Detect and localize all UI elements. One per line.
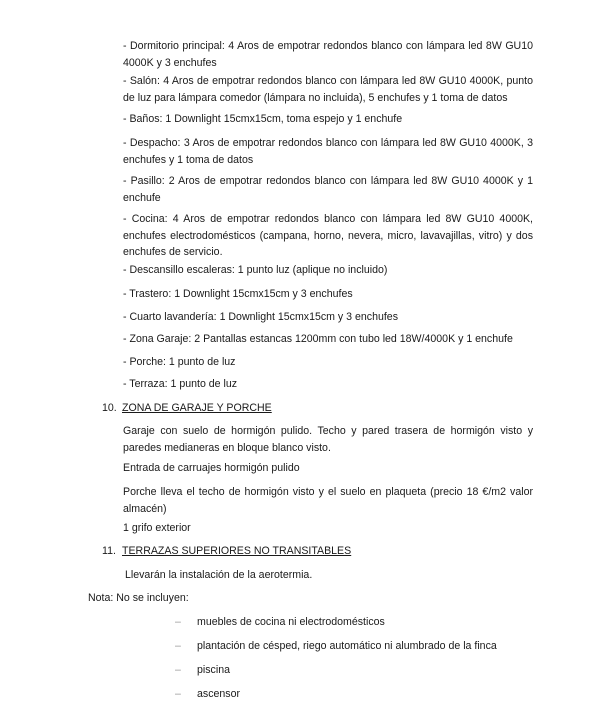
room-item-lavanderia: - Cuarto lavandería: 1 Downlight 15cmx15cm y 3 enchufes [123,311,398,323]
room-item-despacho: - Despacho: 3 Aros de empotrar redondos blanco con lámpara led 8W GU10 4000K, 3 enchufes y 1 toma de datos [123,137,533,166]
garaje-paragraph: Garaje con suelo de hormigón pulido. Techo y pared trasera de hormigón visto y paredes medianeras en bloque blanco visto. [123,425,533,454]
excluded-item-label: muebles de cocina ni electrodomésticos [197,616,385,628]
porche-paragraph: Porche lleva el techo de hormigón visto y el suelo en plaqueta (precio 18 €/m2 valor almacén) [123,486,533,515]
room-item-terraza: - Terraza: 1 punto de luz [123,378,238,390]
excluded-item [175,662,230,679]
section-title: TERRAZAS SUPERIORES NO TRANSITABLES [122,545,352,557]
grifo-paragraph: 1 grifo exterior [123,522,191,534]
room-item-trastero: - Trastero: 1 Downlight 15cmx15cm y 3 enchufes [123,288,353,300]
excluded-item [175,614,385,631]
aerotermia-paragraph: Llevarán la instalación de la aerotermia. [125,569,313,581]
carruajes-paragraph: Entrada de carruajes hormigón pulido [123,462,300,474]
dash-bullet: – [175,688,181,700]
room-item-garaje: - Zona Garaje: 2 Pantallas estancas 1200mm con tubo led 18W/4000K y 1 enchufe [123,333,513,345]
room-item-pasillo: - Pasillo: 2 Aros de empotrar redondos blanco con lámpara led 8W GU10 4000K y 1 enchufe [123,175,533,204]
room-item-banos: - Baños: 1 Downlight 15cmx15cm, toma espejo y 1 enchufe [123,113,403,125]
room-item-porche: - Porche: 1 punto de luz [123,356,236,368]
room-item-dormitorio: - Dormitorio principal: 4 Aros de empotrar redondos blanco con lámpara led 8W GU10 4000K y 3 enchufes [123,40,533,69]
dash-bullet: – [175,616,181,628]
section-heading-terrazas [102,543,351,560]
excluded-item-label: plantación de césped, riego automático ni alumbrado de la finca [197,640,497,652]
excluded-item-label: ascensor [197,688,240,700]
section-number: 11. [102,545,116,557]
dash-bullet: – [175,664,181,676]
excluded-item-label: piscina [197,664,230,676]
dash-bullet: – [175,640,181,652]
room-item-salon: - Salón: 4 Aros de empotrar redondos blanco con lámpara led 8W GU10 4000K, punto de luz para lámpara comedor (lámpara no incluida), 5 enchufes y 1 toma de datos [123,75,533,104]
section-heading-garaje [102,400,272,417]
excluded-item [175,686,240,703]
room-item-descansillo: - Descansillo escaleras: 1 punto luz (aplique no incluido) [123,264,388,276]
section-title: ZONA DE GARAJE Y PORCHE [122,402,272,414]
room-item-cocina: - Cocina: 4 Aros de empotrar redondos blanco con lámpara led 8W GU10 4000K, enchufes electrodomésticos (campana, horno, nevera, micro, lavavajillas, vitro) y dos enchufes de servicio. [123,213,533,258]
section-number: 10. [102,402,117,414]
excluded-item [175,638,497,655]
nota-label: Nota: No se incluyen: [88,592,189,604]
